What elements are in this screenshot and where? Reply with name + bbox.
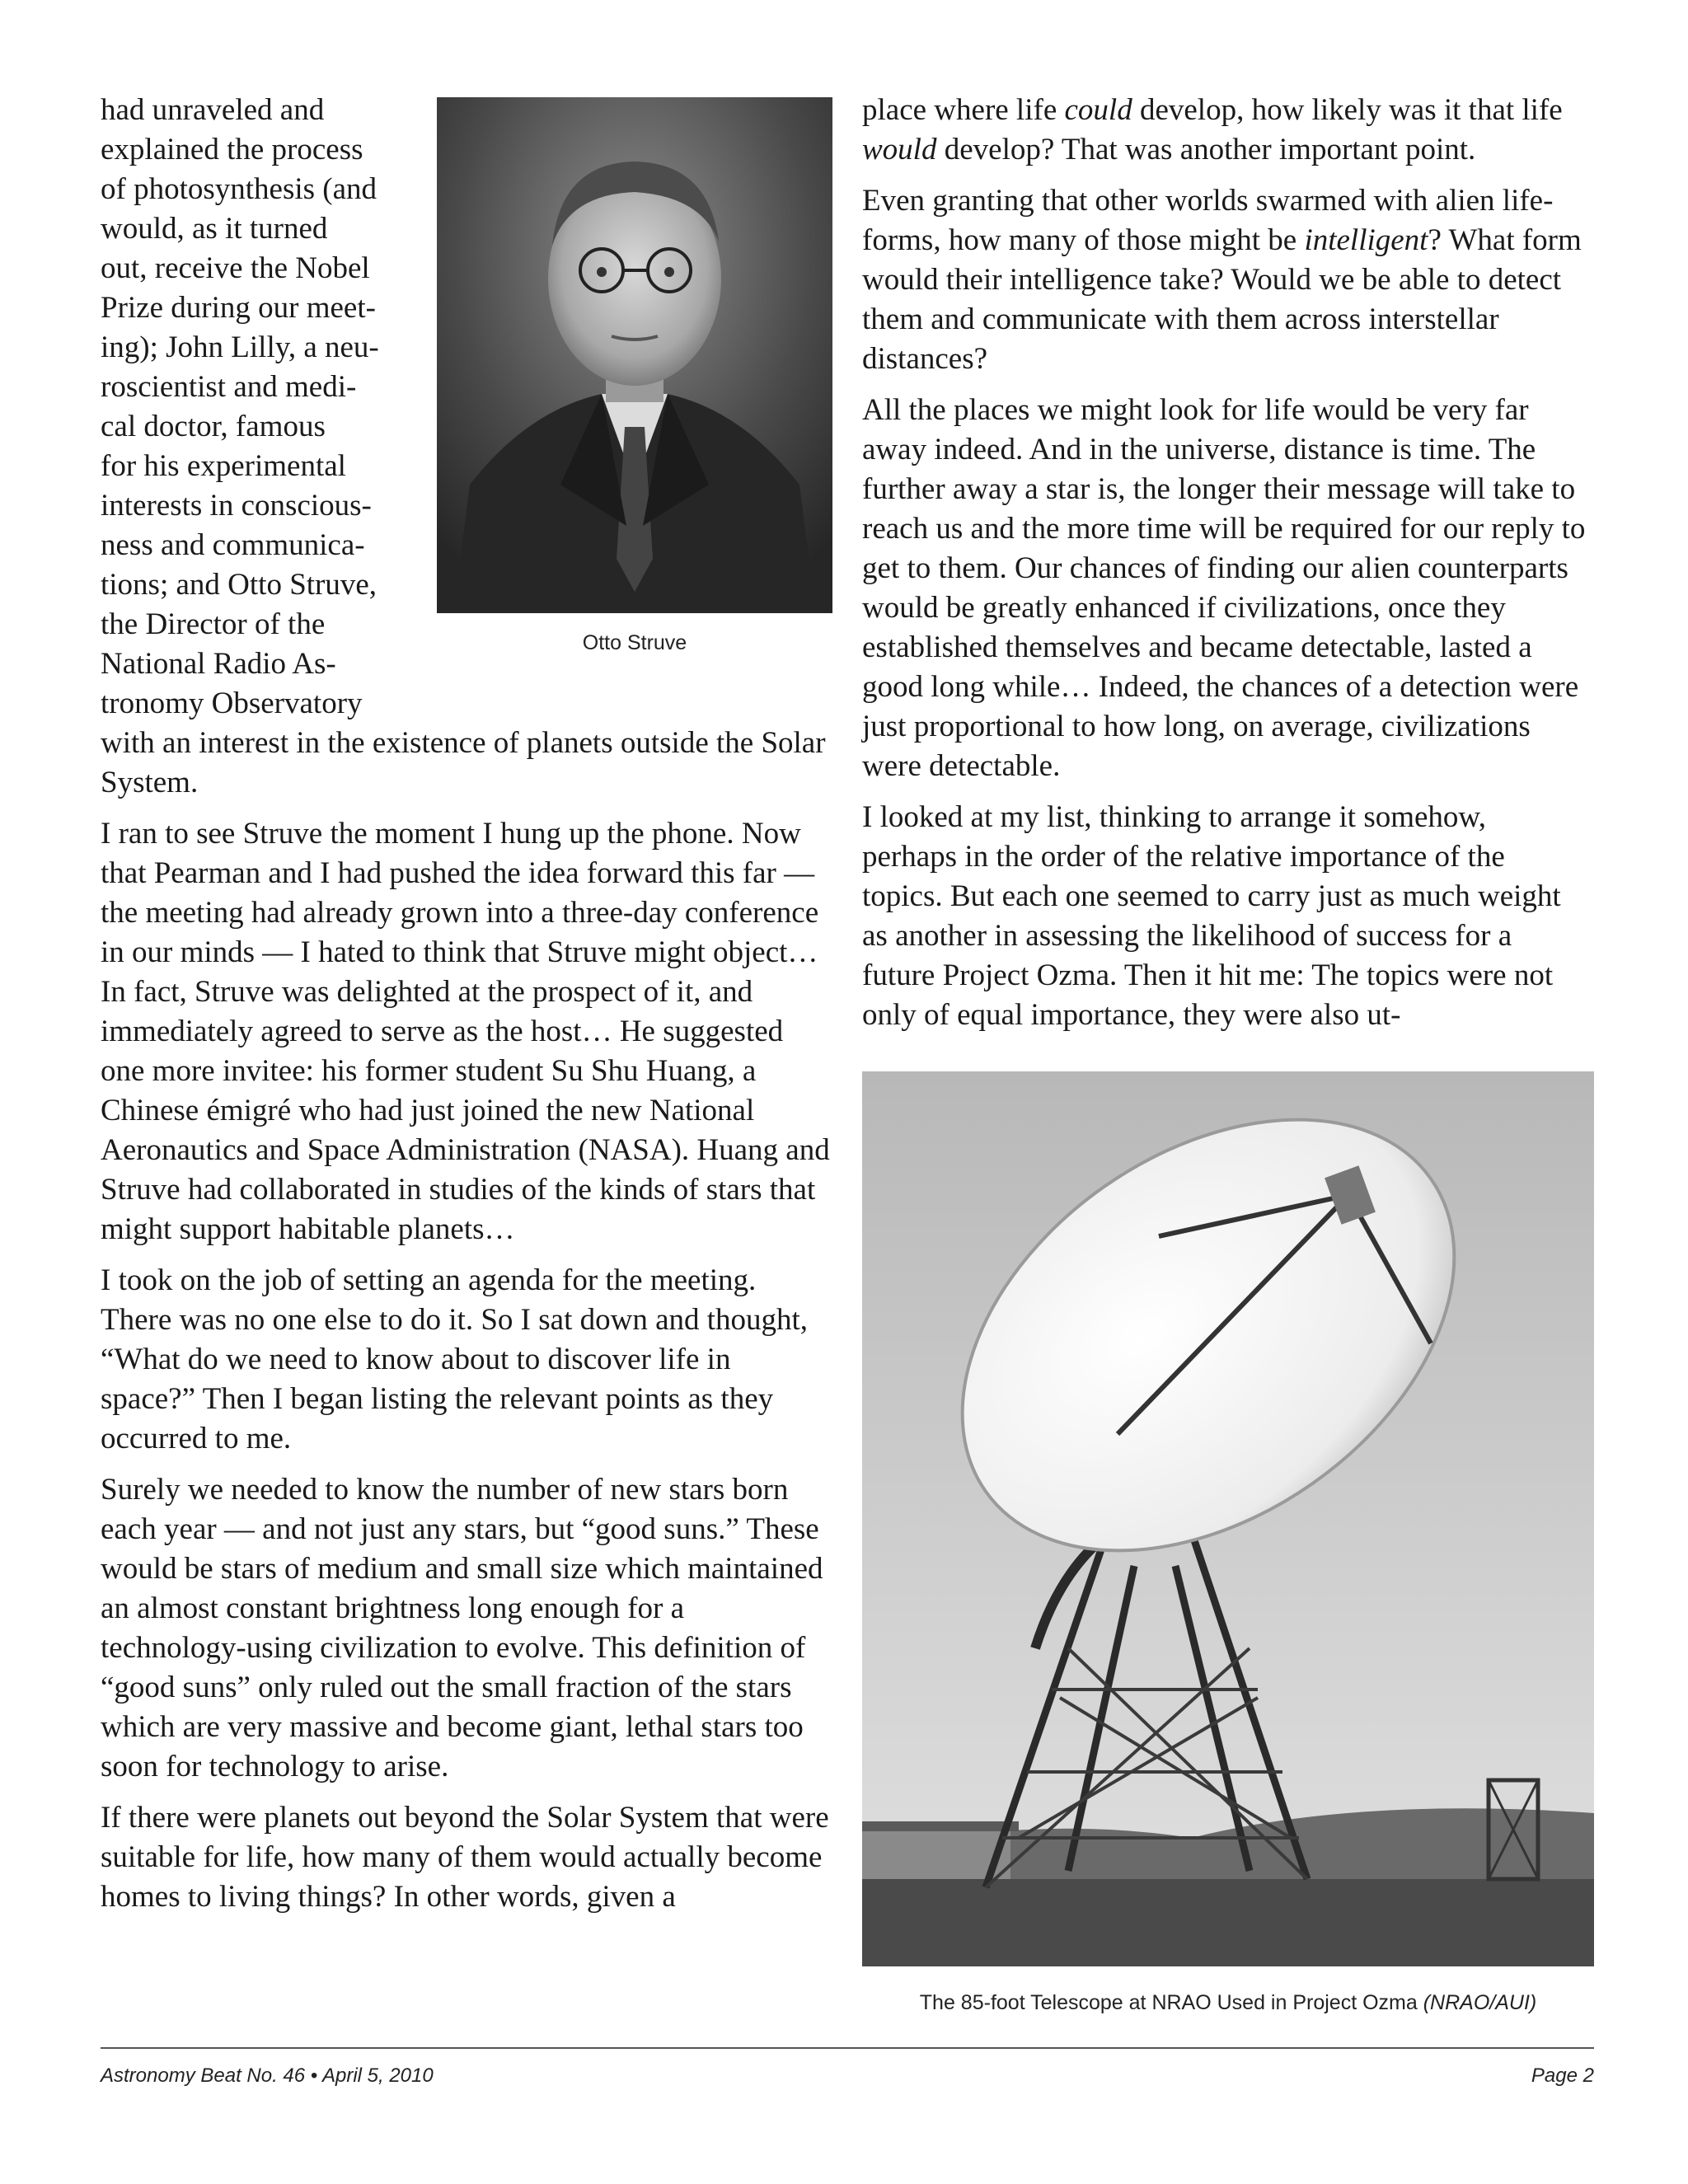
telescope-illustration [862,1071,1594,1966]
portrait-illustration [437,97,832,613]
p1-line: explained the process [101,133,363,166]
p1-line: of photosynthesis (and [101,172,377,206]
p1-line: National Radio As- [101,647,336,681]
text-run: place where life [862,93,1065,127]
photo-credit: (NRAO/AUI) [1423,1991,1537,2014]
left-column [101,91,832,1929]
otto-struve-photo [437,97,832,613]
text-run: Even granting that other worlds swarmed with alien life-forms, how many of those might be [862,184,1554,257]
p1-line: out, receive the Nobel [101,251,370,285]
p1-line: had unraveled and [101,93,325,127]
p1-line: roscientist and medi- [101,370,357,404]
paragraph-5: If there were planets out beyond the Solar System that were suitable for life, how many of them would actually become homes to living things? In other words, given a [101,1801,829,1914]
emphasis-would: would [862,133,937,166]
p1-line: would, as it turned [101,212,328,246]
paragraph-3: I took on the job of setting an agenda for the meeting. There was no one else to do it. So I sat down and thought, “What do we need to know about to discover life in space?” Then I began listing the relevant points as they occurred to me. [101,1263,809,1455]
text-run: ? What form would their intelligence take? Would we be able to detect them and communicate with them across interstellar distances? [862,223,1582,376]
caption-text: The 85-foot Telescope at NRAO Used in Project Ozma [919,1991,1423,2014]
footer-page-number: Page 2 [1531,2064,1594,2087]
paragraph-9: I looked at my list, thinking to arrange it somehow, perhaps in the order of the relative importance of the topics. But each one seemed to carry just as much weight as another in assessing the likelihood of success for a future Project Ozma. Then it hit me: The topics were not only of equal importance, they were also ut- [862,800,1561,1032]
footer-divider [101,2047,1594,2049]
p1-line: the Director of the [101,607,326,641]
telescope-figure [862,1071,1594,2016]
paragraph-6 [862,91,1587,170]
p1-line: Prize during our meet- [101,291,376,325]
emphasis-could: could [1064,93,1132,127]
p1-line: for his experimental [101,449,346,483]
p1-line: interests in conscious- [101,489,372,523]
paragraph-8: All the places we might look for life would be very far away indeed. And in the universe, distance is time. The further away a star is, the longer their message will take to reach us and the more time will be required for our reply to get to them. Our chances of finding our alien counterparts would be greatly enhanced if civilizations, once they established themselves and became detectable, lasted a good long while… Indeed, the chances of a detection were just proportional to how long, on average, civilizations were detectable. [862,393,1586,783]
telescope-photo [862,1071,1594,1966]
p1-line: tronomy Observatory [101,687,363,720]
telescope-caption [862,1990,1594,2016]
emphasis-intelligent: intelligent [1304,223,1428,257]
paragraph-7 [862,181,1587,379]
p1-line: ing); John Lilly, a neu- [101,330,379,364]
paragraph-2: I ran to see Struve the moment I hung up the phone. Now that Pearman and I had pushed the idea forward this far — the meeting had already grown into a three-day conference in our minds — I hated to think that Struve might object… In fact, Struve was delighted at the prospect of it, and immediately agreed to serve as the host… He suggested one more invitee: his former student Su Shu Huang, a Chinese émigré who had just joined the new National Aeronautics and Space Administration (NASA). Huang and Struve had collaborated in studies of the kinds of stars that might support habitable planets… [101,817,830,1246]
paragraph-4: Surely we needed to know the number of new stars born each year — and not just any stars, but “good suns.” These would be stars of medium and small size which maintained an almost constant brightness long enough for a technology-using civilization to evolve. This definition of “good suns” only ruled out the small fraction of the stars which are very massive and become giant, lethal stars too soon for technology to arise. [101,1473,823,1783]
portrait-figure [437,97,832,663]
p1-line: tions; and Otto Struve, [101,568,377,602]
p1-line: cal doctor, famous [101,410,326,443]
p1-tail: with an interest in the existence of planets outside the Solar System. [101,726,826,799]
p1-line: ness and communica- [101,528,365,562]
text-run: develop? That was another important point. [936,133,1476,166]
footer-publication-info: Astronomy Beat No. 46 • April 5, 2010 [101,2064,434,2087]
portrait-caption: Otto Struve [582,631,687,654]
right-column [862,91,1587,1047]
text-run: develop, how likely was it that life [1132,93,1563,127]
